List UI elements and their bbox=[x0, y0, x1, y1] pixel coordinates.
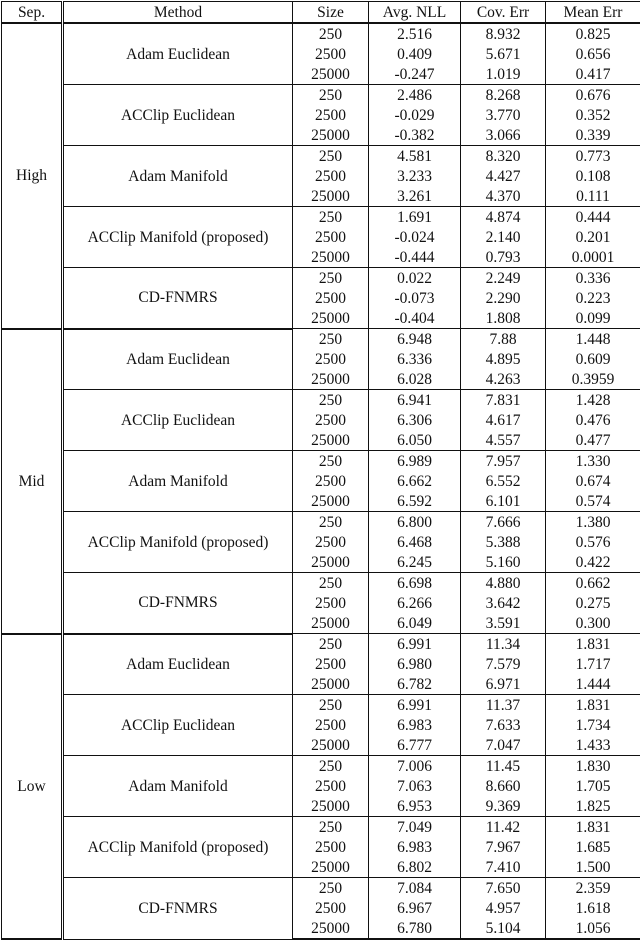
header-sep: Sep. bbox=[2, 2, 63, 24]
size-cell: 25000 bbox=[293, 369, 369, 390]
mean-err-cell: 0.444 bbox=[546, 207, 640, 228]
mean-err-cell: 1.500 bbox=[546, 857, 640, 878]
cov-err-cell: 4.957 bbox=[461, 898, 546, 918]
method-cell: Adam Euclidean bbox=[63, 329, 293, 390]
mean-err-cell: 0.108 bbox=[546, 166, 640, 186]
method-cell: CD-FNMRS bbox=[63, 878, 293, 940]
mean-err-cell: 0.773 bbox=[546, 146, 640, 167]
table-row bbox=[2, 695, 640, 716]
size-cell: 25000 bbox=[293, 552, 369, 573]
size-cell: 250 bbox=[293, 695, 369, 716]
mean-err-cell: 0.417 bbox=[546, 64, 640, 85]
cov-err-cell: 4.895 bbox=[461, 349, 546, 369]
avg-nll-cell: 7.006 bbox=[369, 756, 461, 777]
avg-nll-cell: 1.691 bbox=[369, 207, 461, 228]
mean-err-cell: 1.831 bbox=[546, 634, 640, 655]
separation-cell: Mid bbox=[2, 329, 63, 634]
size-cell: 25000 bbox=[293, 186, 369, 207]
size-cell: 25000 bbox=[293, 491, 369, 512]
cov-err-cell: 2.290 bbox=[461, 288, 546, 308]
avg-nll-cell: 6.266 bbox=[369, 593, 461, 613]
mean-err-cell: 0.674 bbox=[546, 471, 640, 491]
separation-cell: High bbox=[2, 23, 63, 329]
mean-err-cell: 0.339 bbox=[546, 125, 640, 146]
table-row bbox=[2, 85, 640, 106]
avg-nll-cell: 6.777 bbox=[369, 735, 461, 756]
size-cell: 25000 bbox=[293, 674, 369, 695]
cov-err-cell: 7.666 bbox=[461, 512, 546, 533]
avg-nll-cell: 6.050 bbox=[369, 430, 461, 451]
mean-err-cell: 0.352 bbox=[546, 105, 640, 125]
avg-nll-cell: 7.084 bbox=[369, 878, 461, 899]
separation-cell: Low bbox=[2, 634, 63, 940]
cov-err-cell: 11.45 bbox=[461, 756, 546, 777]
mean-err-cell: 0.223 bbox=[546, 288, 640, 308]
method-cell: CD-FNMRS bbox=[63, 268, 293, 329]
cov-err-cell: 4.427 bbox=[461, 166, 546, 186]
cov-err-cell: 2.249 bbox=[461, 268, 546, 289]
size-cell: 2500 bbox=[293, 105, 369, 125]
avg-nll-cell: 6.245 bbox=[369, 552, 461, 573]
mean-err-cell: 1.717 bbox=[546, 654, 640, 674]
size-cell: 2500 bbox=[293, 288, 369, 308]
size-cell: 2500 bbox=[293, 471, 369, 491]
method-cell: ACClip Manifold (proposed) bbox=[63, 817, 293, 878]
cov-err-cell: 11.34 bbox=[461, 634, 546, 655]
size-cell: 25000 bbox=[293, 247, 369, 268]
method-cell: ACClip Manifold (proposed) bbox=[63, 207, 293, 268]
size-cell: 25000 bbox=[293, 796, 369, 817]
mean-err-cell: 0.576 bbox=[546, 532, 640, 552]
cov-err-cell: 7.831 bbox=[461, 390, 546, 411]
cov-err-cell: 1.019 bbox=[461, 64, 546, 85]
size-cell: 250 bbox=[293, 451, 369, 472]
cov-err-cell: 0.793 bbox=[461, 247, 546, 268]
table-body bbox=[2, 23, 640, 939]
mean-err-cell: 2.359 bbox=[546, 878, 640, 899]
mean-err-cell: 0.3959 bbox=[546, 369, 640, 390]
cov-err-cell: 4.874 bbox=[461, 207, 546, 228]
cov-err-cell: 8.932 bbox=[461, 23, 546, 44]
cov-err-cell: 5.104 bbox=[461, 918, 546, 939]
mean-err-cell: 0.300 bbox=[546, 613, 640, 634]
cov-err-cell: 5.388 bbox=[461, 532, 546, 552]
method-cell: CD-FNMRS bbox=[63, 573, 293, 634]
size-cell: 2500 bbox=[293, 227, 369, 247]
size-cell: 25000 bbox=[293, 64, 369, 85]
avg-nll-cell: 7.063 bbox=[369, 776, 461, 796]
size-cell: 2500 bbox=[293, 593, 369, 613]
size-cell: 25000 bbox=[293, 308, 369, 329]
mean-err-cell: 1.685 bbox=[546, 837, 640, 857]
table-row bbox=[2, 634, 640, 655]
avg-nll-cell: 6.983 bbox=[369, 715, 461, 735]
avg-nll-cell: 6.049 bbox=[369, 613, 461, 634]
avg-nll-cell: 6.468 bbox=[369, 532, 461, 552]
mean-err-cell: 1.056 bbox=[546, 918, 640, 939]
mean-err-cell: 0.609 bbox=[546, 349, 640, 369]
size-cell: 25000 bbox=[293, 735, 369, 756]
avg-nll-cell: 6.662 bbox=[369, 471, 461, 491]
avg-nll-cell: -0.024 bbox=[369, 227, 461, 247]
avg-nll-cell: 3.233 bbox=[369, 166, 461, 186]
size-cell: 250 bbox=[293, 878, 369, 899]
method-cell: Adam Euclidean bbox=[63, 634, 293, 695]
cov-err-cell: 2.140 bbox=[461, 227, 546, 247]
avg-nll-cell: 6.028 bbox=[369, 369, 461, 390]
method-cell: ACClip Manifold (proposed) bbox=[63, 512, 293, 573]
mean-err-cell: 0.574 bbox=[546, 491, 640, 512]
mean-err-cell: 0.111 bbox=[546, 186, 640, 207]
mean-err-cell: 0.0001 bbox=[546, 247, 640, 268]
avg-nll-cell: -0.073 bbox=[369, 288, 461, 308]
avg-nll-cell: 2.516 bbox=[369, 23, 461, 44]
cov-err-cell: 4.557 bbox=[461, 430, 546, 451]
method-cell: Adam Euclidean bbox=[63, 23, 293, 85]
header-cov-err: Cov. Err bbox=[461, 2, 546, 24]
mean-err-cell: 1.831 bbox=[546, 817, 640, 838]
mean-err-cell: 1.618 bbox=[546, 898, 640, 918]
size-cell: 2500 bbox=[293, 898, 369, 918]
method-cell: ACClip Euclidean bbox=[63, 85, 293, 146]
mean-err-cell: 1.448 bbox=[546, 329, 640, 350]
cov-err-cell: 8.268 bbox=[461, 85, 546, 106]
cov-err-cell: 6.552 bbox=[461, 471, 546, 491]
mean-err-cell: 0.662 bbox=[546, 573, 640, 594]
table-row bbox=[2, 512, 640, 533]
size-cell: 2500 bbox=[293, 349, 369, 369]
mean-err-cell: 1.830 bbox=[546, 756, 640, 777]
size-cell: 250 bbox=[293, 634, 369, 655]
avg-nll-cell: -0.382 bbox=[369, 125, 461, 146]
avg-nll-cell: -0.247 bbox=[369, 64, 461, 85]
cov-err-cell: 3.770 bbox=[461, 105, 546, 125]
avg-nll-cell: 6.306 bbox=[369, 410, 461, 430]
mean-err-cell: 0.099 bbox=[546, 308, 640, 329]
cov-err-cell: 7.88 bbox=[461, 329, 546, 350]
avg-nll-cell: -0.029 bbox=[369, 105, 461, 125]
mean-err-cell: 0.201 bbox=[546, 227, 640, 247]
table-row bbox=[2, 23, 640, 44]
size-cell: 25000 bbox=[293, 430, 369, 451]
avg-nll-cell: 6.336 bbox=[369, 349, 461, 369]
cov-err-cell: 7.579 bbox=[461, 654, 546, 674]
avg-nll-cell: 2.486 bbox=[369, 85, 461, 106]
header-avg-nll: Avg. NLL bbox=[369, 2, 461, 24]
size-cell: 2500 bbox=[293, 654, 369, 674]
cov-err-cell: 4.263 bbox=[461, 369, 546, 390]
size-cell: 250 bbox=[293, 207, 369, 228]
mean-err-cell: 0.275 bbox=[546, 593, 640, 613]
header-method: Method bbox=[63, 2, 293, 24]
avg-nll-cell: -0.404 bbox=[369, 308, 461, 329]
cov-err-cell: 6.971 bbox=[461, 674, 546, 695]
cov-err-cell: 11.42 bbox=[461, 817, 546, 838]
cov-err-cell: 8.320 bbox=[461, 146, 546, 167]
avg-nll-cell: 6.967 bbox=[369, 898, 461, 918]
table-row bbox=[2, 390, 640, 411]
cov-err-cell: 7.410 bbox=[461, 857, 546, 878]
table-row bbox=[2, 573, 640, 594]
avg-nll-cell: 6.800 bbox=[369, 512, 461, 533]
table-row bbox=[2, 817, 640, 838]
cov-err-cell: 5.671 bbox=[461, 44, 546, 64]
size-cell: 250 bbox=[293, 573, 369, 594]
header-size: Size bbox=[293, 2, 369, 24]
results-table bbox=[1, 1, 640, 940]
size-cell: 250 bbox=[293, 23, 369, 44]
cov-err-cell: 6.101 bbox=[461, 491, 546, 512]
table-row bbox=[2, 878, 640, 899]
size-cell: 25000 bbox=[293, 125, 369, 146]
mean-err-cell: 1.734 bbox=[546, 715, 640, 735]
mean-err-cell: 0.477 bbox=[546, 430, 640, 451]
table-row bbox=[2, 207, 640, 228]
avg-nll-cell: 6.780 bbox=[369, 918, 461, 939]
size-cell: 2500 bbox=[293, 532, 369, 552]
cov-err-cell: 7.650 bbox=[461, 878, 546, 899]
size-cell: 250 bbox=[293, 146, 369, 167]
mean-err-cell: 1.330 bbox=[546, 451, 640, 472]
avg-nll-cell: 6.991 bbox=[369, 634, 461, 655]
header-mean-err: Mean Err bbox=[546, 2, 640, 24]
avg-nll-cell: 6.983 bbox=[369, 837, 461, 857]
size-cell: 2500 bbox=[293, 410, 369, 430]
avg-nll-cell: 6.991 bbox=[369, 695, 461, 716]
mean-err-cell: 0.825 bbox=[546, 23, 640, 44]
table-row bbox=[2, 451, 640, 472]
mean-err-cell: 0.336 bbox=[546, 268, 640, 289]
mean-err-cell: 0.676 bbox=[546, 85, 640, 106]
mean-err-cell: 0.422 bbox=[546, 552, 640, 573]
table-row bbox=[2, 329, 640, 350]
cov-err-cell: 7.047 bbox=[461, 735, 546, 756]
mean-err-cell: 1.444 bbox=[546, 674, 640, 695]
size-cell: 25000 bbox=[293, 857, 369, 878]
avg-nll-cell: 7.049 bbox=[369, 817, 461, 838]
avg-nll-cell: 3.261 bbox=[369, 186, 461, 207]
mean-err-cell: 1.428 bbox=[546, 390, 640, 411]
size-cell: 2500 bbox=[293, 715, 369, 735]
mean-err-cell: 1.825 bbox=[546, 796, 640, 817]
avg-nll-cell: 6.782 bbox=[369, 674, 461, 695]
cov-err-cell: 7.957 bbox=[461, 451, 546, 472]
size-cell: 250 bbox=[293, 817, 369, 838]
avg-nll-cell: 6.989 bbox=[369, 451, 461, 472]
mean-err-cell: 1.380 bbox=[546, 512, 640, 533]
avg-nll-cell: 0.022 bbox=[369, 268, 461, 289]
size-cell: 2500 bbox=[293, 44, 369, 64]
method-cell: ACClip Euclidean bbox=[63, 695, 293, 756]
cov-err-cell: 11.37 bbox=[461, 695, 546, 716]
mean-err-cell: 0.476 bbox=[546, 410, 640, 430]
cov-err-cell: 3.591 bbox=[461, 613, 546, 634]
cov-err-cell: 9.369 bbox=[461, 796, 546, 817]
avg-nll-cell: 0.409 bbox=[369, 44, 461, 64]
method-cell: Adam Manifold bbox=[63, 756, 293, 817]
size-cell: 2500 bbox=[293, 837, 369, 857]
method-cell: Adam Manifold bbox=[63, 146, 293, 207]
avg-nll-cell: 6.592 bbox=[369, 491, 461, 512]
cov-err-cell: 1.808 bbox=[461, 308, 546, 329]
avg-nll-cell: 6.802 bbox=[369, 857, 461, 878]
size-cell: 250 bbox=[293, 756, 369, 777]
avg-nll-cell: 6.948 bbox=[369, 329, 461, 350]
cov-err-cell: 5.160 bbox=[461, 552, 546, 573]
cov-err-cell: 3.066 bbox=[461, 125, 546, 146]
avg-nll-cell: 6.980 bbox=[369, 654, 461, 674]
size-cell: 2500 bbox=[293, 776, 369, 796]
size-cell: 2500 bbox=[293, 166, 369, 186]
cov-err-cell: 8.660 bbox=[461, 776, 546, 796]
avg-nll-cell: 6.698 bbox=[369, 573, 461, 594]
cov-err-cell: 7.633 bbox=[461, 715, 546, 735]
avg-nll-cell: -0.444 bbox=[369, 247, 461, 268]
size-cell: 250 bbox=[293, 329, 369, 350]
method-cell: Adam Manifold bbox=[63, 451, 293, 512]
size-cell: 250 bbox=[293, 390, 369, 411]
size-cell: 25000 bbox=[293, 613, 369, 634]
cov-err-cell: 7.967 bbox=[461, 837, 546, 857]
mean-err-cell: 0.656 bbox=[546, 44, 640, 64]
size-cell: 250 bbox=[293, 268, 369, 289]
cov-err-cell: 4.617 bbox=[461, 410, 546, 430]
cov-err-cell: 3.642 bbox=[461, 593, 546, 613]
table-row bbox=[2, 268, 640, 289]
avg-nll-cell: 4.581 bbox=[369, 146, 461, 167]
size-cell: 250 bbox=[293, 85, 369, 106]
size-cell: 25000 bbox=[293, 918, 369, 939]
table-row bbox=[2, 756, 640, 777]
cov-err-cell: 4.370 bbox=[461, 186, 546, 207]
cov-err-cell: 4.880 bbox=[461, 573, 546, 594]
method-cell: ACClip Euclidean bbox=[63, 390, 293, 451]
size-cell: 250 bbox=[293, 512, 369, 533]
header-row bbox=[2, 2, 640, 24]
avg-nll-cell: 6.941 bbox=[369, 390, 461, 411]
avg-nll-cell: 6.953 bbox=[369, 796, 461, 817]
mean-err-cell: 1.705 bbox=[546, 776, 640, 796]
mean-err-cell: 1.831 bbox=[546, 695, 640, 716]
mean-err-cell: 1.433 bbox=[546, 735, 640, 756]
table-row bbox=[2, 146, 640, 167]
